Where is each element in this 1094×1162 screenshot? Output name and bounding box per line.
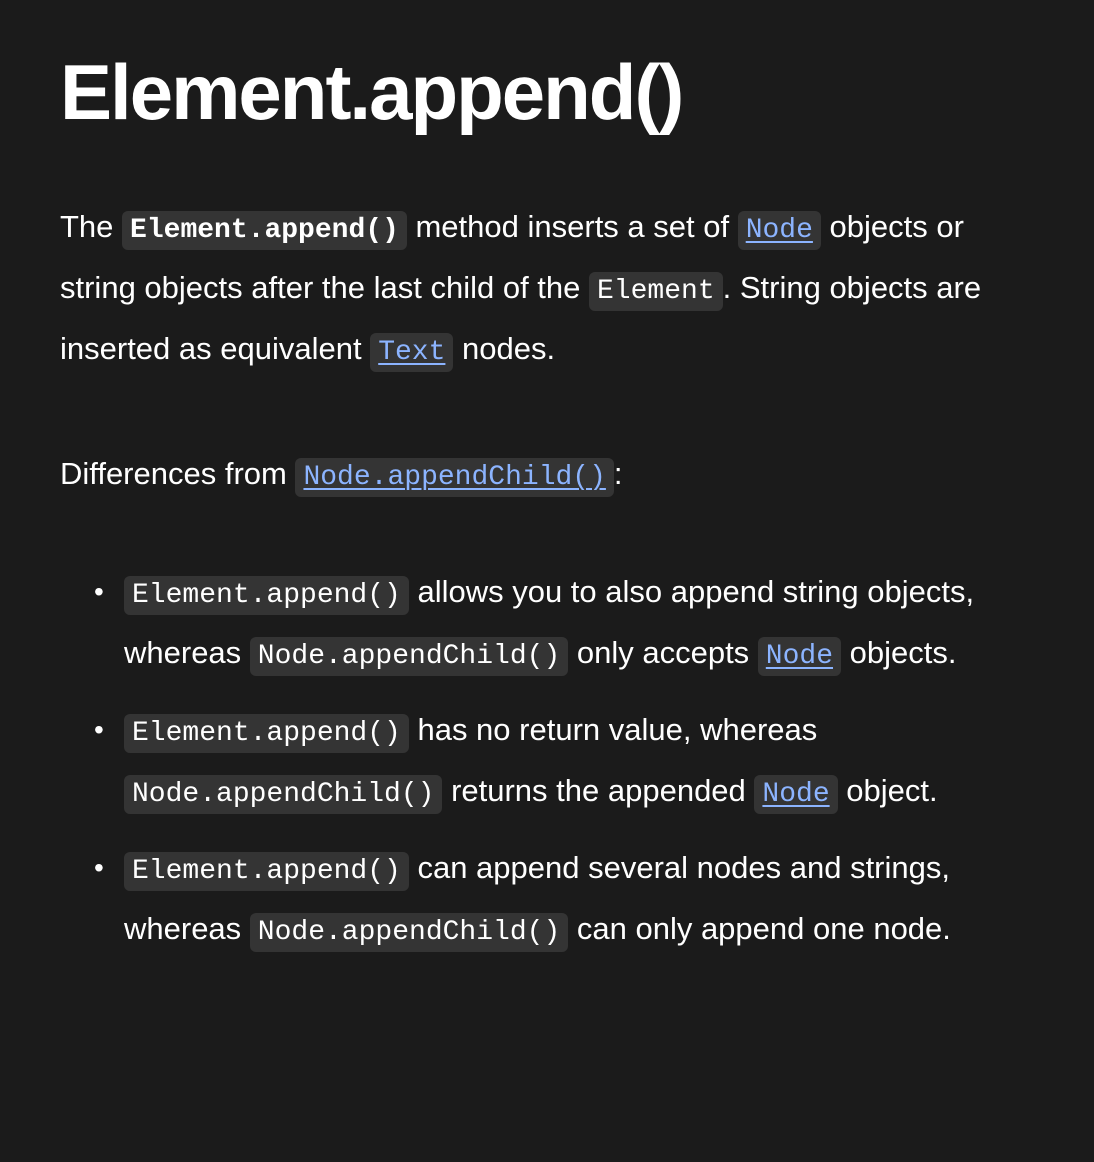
bullet-icon: • bbox=[94, 714, 104, 745]
code-node-appendchild: Node.appendChild() bbox=[250, 913, 568, 952]
list-item bbox=[94, 701, 1034, 823]
list-item-text: can append several nodes and strings, whereas bbox=[124, 850, 950, 946]
link-node[interactable]: Node bbox=[758, 637, 841, 676]
bullet-icon: • bbox=[94, 576, 104, 607]
code-element-append: Element.append() bbox=[124, 714, 409, 753]
list-item-text: has no return value, whereas bbox=[408, 712, 818, 747]
link-node[interactable]: Node bbox=[754, 775, 837, 814]
list-item-text: returns the appended bbox=[442, 773, 755, 808]
intro-text-4: . String objects are inserted as equivalent bbox=[60, 270, 982, 366]
code-element: Element bbox=[589, 272, 723, 311]
code-element-append: Element.append() bbox=[122, 211, 407, 250]
code-node-appendchild: Node.appendChild() bbox=[124, 775, 442, 814]
list-item bbox=[94, 563, 1034, 685]
code-element-append: Element.append() bbox=[124, 576, 409, 615]
intro-text-5: nodes. bbox=[453, 331, 556, 366]
link-node[interactable]: Node bbox=[738, 211, 821, 250]
bullet-icon: • bbox=[94, 852, 104, 883]
intro-paragraph bbox=[60, 198, 1034, 381]
list-item-text: objects. bbox=[841, 635, 957, 670]
differences-text: Differences from bbox=[60, 456, 296, 491]
code-element-append: Element.append() bbox=[124, 852, 409, 891]
intro-text-2: method inserts a set of bbox=[406, 209, 738, 244]
list-item-text: can only append one node. bbox=[568, 911, 951, 946]
intro-text-3: objects or string objects after the last child of the bbox=[60, 209, 964, 305]
differences-colon: : bbox=[613, 456, 623, 491]
code-node-appendchild: Node.appendChild() bbox=[250, 637, 568, 676]
list-item bbox=[94, 839, 1034, 961]
list-item-text: object. bbox=[837, 773, 938, 808]
differences-list bbox=[60, 563, 1034, 961]
link-node-appendchild[interactable]: Node.appendChild() bbox=[295, 458, 613, 497]
list-item-text: allows you to also append string objects, whereas bbox=[124, 574, 975, 670]
list-item-text: only accepts bbox=[568, 635, 758, 670]
link-text[interactable]: Text bbox=[370, 333, 453, 372]
intro-text-1: The bbox=[60, 209, 123, 244]
differences-heading bbox=[60, 445, 1034, 506]
page-title: Element.append() bbox=[60, 48, 683, 136]
